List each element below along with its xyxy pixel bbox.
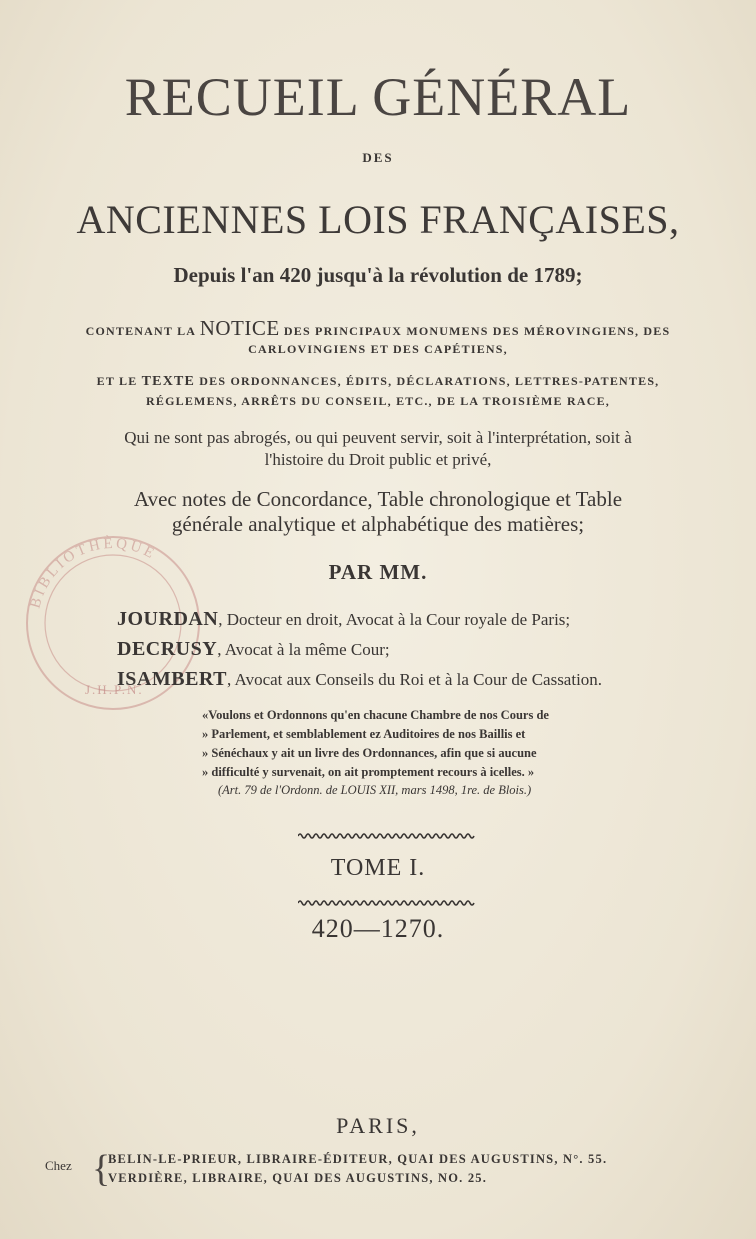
- author-name: ISAMBERT: [117, 668, 227, 690]
- avec-line-1: Avec notes de Concordance, Table chronologique et Table: [133, 487, 623, 511]
- avec-line-2: générale analytique et alphabétique des matières;: [171, 512, 585, 536]
- stamp-text: BIBLIOTHÈQUE: [27, 535, 160, 611]
- author-decrusy: [117, 638, 390, 661]
- author-jourdan: [117, 608, 570, 631]
- imprint-brace-icon: {: [92, 1148, 111, 1190]
- qui-line-1: Qui ne sont pas abrogés, ou qui peuvent servir, soit à l'interprétation, soit à: [124, 428, 632, 447]
- title-des: DES: [362, 150, 394, 165]
- qui-line-2: l'histoire du Droit public et privé,: [264, 450, 492, 469]
- epigraph-citation: (Art. 79 de l'Ordonn. de LOUIS XII, mars 1498, 1re. de Blois.): [218, 783, 532, 797]
- author-name: JOURDAN: [117, 608, 219, 630]
- contenant-line-2: CARLOVINGIENS ET DES CAPÉTIENS,: [248, 342, 508, 356]
- imprint-city: PARIS,: [336, 1113, 420, 1138]
- contenant-lead: CONTENANT LA: [85, 324, 196, 338]
- author-name: DECRUSY: [117, 638, 218, 660]
- book-subtitle-lois: ANCIENNES LOIS FRANÇAISES,: [76, 197, 680, 242]
- book-title: RECUEIL GÉNÉRAL: [124, 67, 632, 127]
- texte-lead: ET LE: [96, 374, 138, 388]
- stamp-initials: J.H.P.N.: [85, 682, 144, 697]
- ornament-rule-top: [298, 832, 476, 840]
- author-desc: , Avocat aux Conseils du Roi et à la Cour de Cassation.: [227, 670, 603, 689]
- epigraph-line-1: «Voulons et Ordonnons qu'en chacune Chambre de nos Cours de: [202, 708, 549, 722]
- contenant-rest: DES PRINCIPAUX MONUMENS DES MÉROVINGIENS, DES: [283, 324, 671, 338]
- publisher-line-2: VERDIÈRE, LIBRAIRE, QUAI DES AUGUSTINS, NO. 25.: [108, 1171, 488, 1185]
- epigraph-line-4: » difficulté y survenait, on ait promptement recours à icelles. »: [202, 765, 535, 779]
- publisher-line-1: BELIN-LE-PRIEUR, LIBRAIRE-ÉDITEUR, QUAI DES AUGUSTINS, N°. 55.: [108, 1152, 608, 1166]
- contenant-line-1: [0, 316, 756, 341]
- texte-rest: DES ORDONNANCES, ÉDITS, DÉCLARATIONS, LETTRES-PATENTES,: [199, 374, 660, 388]
- volume-label: TOME I.: [330, 855, 426, 881]
- texte-line-2: RÉGLEMENS, ARRÊTS DU CONSEIL, ETC., DE LA TROISIÈME RACE,: [146, 394, 610, 408]
- texte-big: TEXTE: [141, 374, 196, 389]
- epigraph-line-2: » Parlement, et semblablement ez Auditoires de nos Baillis et: [202, 727, 526, 741]
- author-desc: , Avocat à la même Cour;: [217, 640, 390, 659]
- par-mm: PAR MM.: [328, 560, 428, 584]
- author-isambert: [117, 668, 602, 691]
- texte-line-1: [0, 374, 756, 390]
- contenant-notice: NOTICE: [199, 316, 280, 340]
- imprint-chez: Chez: [45, 1158, 72, 1173]
- date-range-subtitle: Depuis l'an 420 jusqu'à la révolution de 1789;: [173, 263, 583, 287]
- year-range: 420—1270.: [311, 914, 445, 943]
- ornament-rule-bottom: [298, 899, 476, 907]
- epigraph-line-3: » Sénéchaux y ait un livre des Ordonnances, afin que si aucune: [202, 746, 537, 760]
- author-desc: , Docteur en droit, Avocat à la Cour royale de Paris;: [218, 610, 571, 629]
